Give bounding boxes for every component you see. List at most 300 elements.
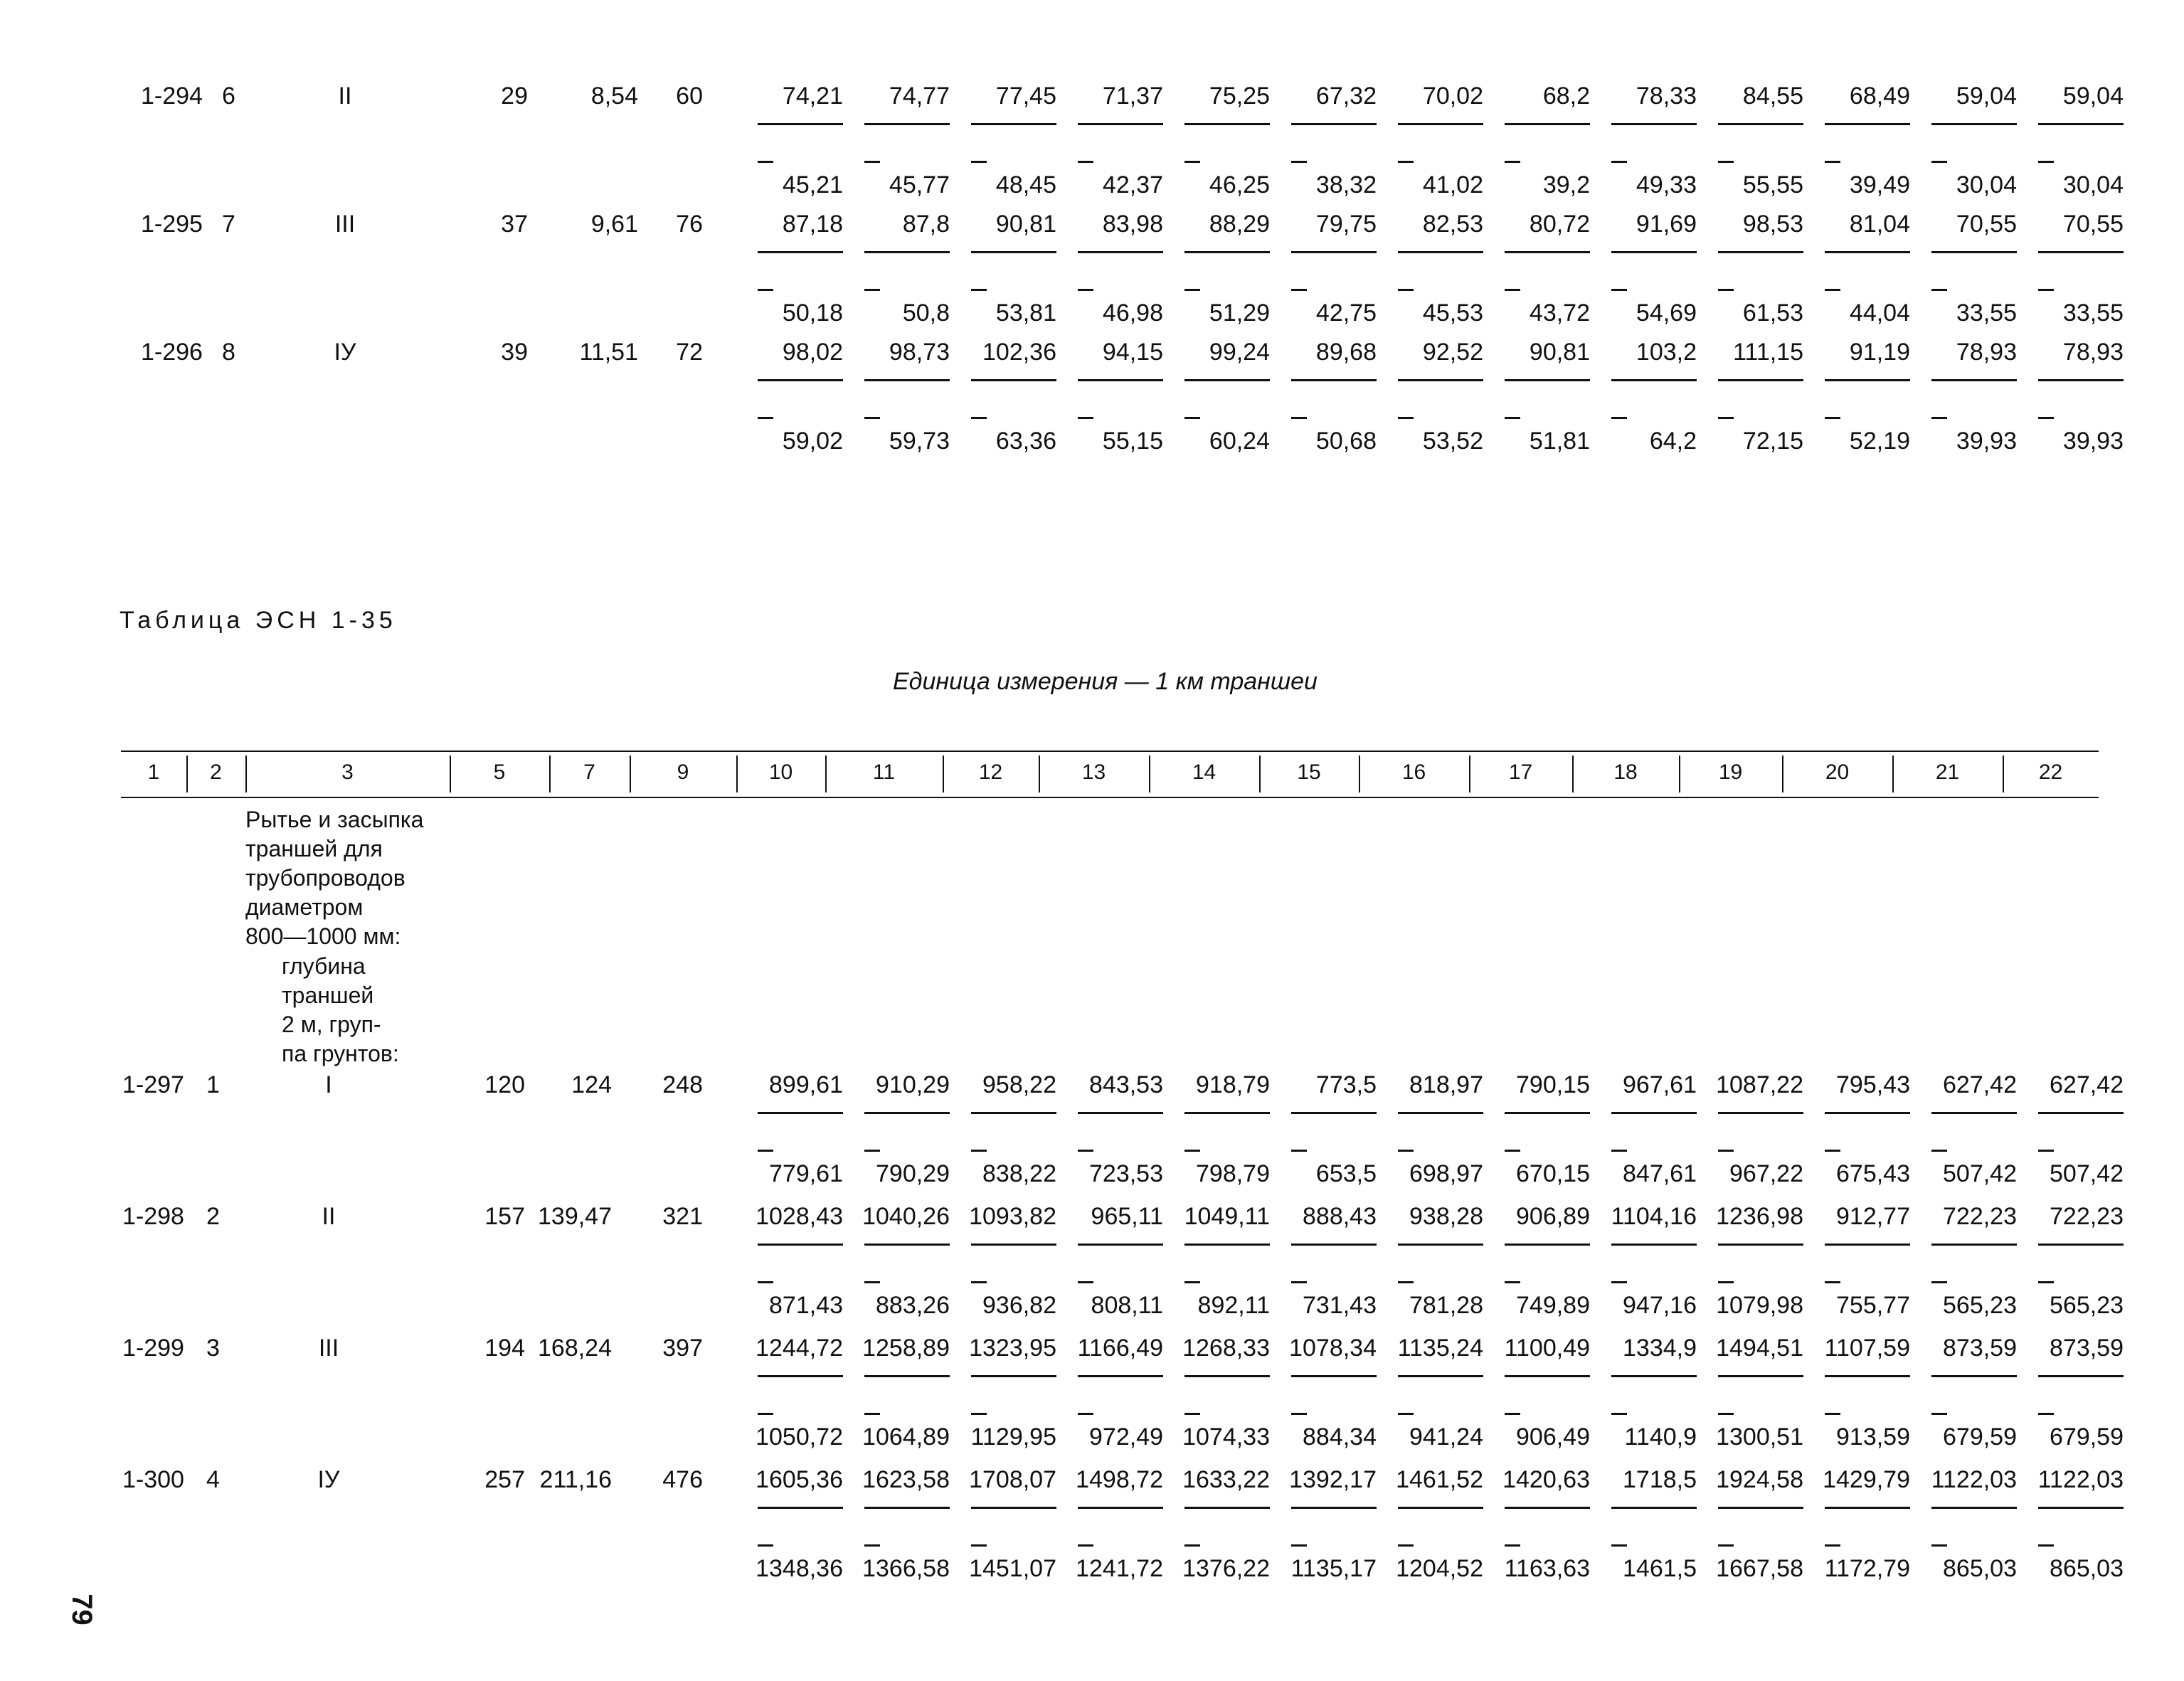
column-7-value: 168,24: [538, 1335, 612, 1362]
fraction-dash: [864, 1281, 880, 1283]
fraction-bar: [758, 1112, 843, 1114]
fraction-dash: [2038, 1150, 2054, 1152]
fraction-dash: [1825, 1281, 1840, 1283]
row-number: 2: [206, 1203, 220, 1230]
denominator-value: 798,79: [1196, 1160, 1270, 1187]
numerator-value: 1334,9: [1623, 1335, 1697, 1362]
fraction-dash: [971, 161, 987, 163]
numerator-value: 91,69: [1636, 211, 1697, 238]
numerator-value: 92,52: [1422, 339, 1483, 366]
numerator-value: 1708,07: [969, 1466, 1056, 1493]
fraction-bar: [971, 1507, 1056, 1509]
denominator-value: 1064,89: [862, 1423, 950, 1451]
fraction-dash: [758, 1281, 773, 1283]
fraction-dash: [1825, 1413, 1840, 1415]
fraction-bar: [1184, 251, 1270, 253]
denominator-value: 808,11: [1091, 1292, 1163, 1319]
fraction-dash: [1718, 1150, 1734, 1152]
row-number: 7: [222, 211, 235, 238]
column-7-value: 8,54: [590, 83, 638, 110]
column-9-value: 60: [676, 83, 703, 110]
row-number: 1: [206, 1071, 220, 1098]
fraction-dash: [1718, 161, 1734, 163]
header-cell: 22: [2038, 760, 2063, 784]
numerator-value: 1268,33: [1182, 1335, 1270, 1362]
fraction-bar: [1078, 1507, 1163, 1509]
denominator-value: 30,04: [2062, 171, 2124, 198]
fraction-dash: [1291, 417, 1307, 419]
fraction-bar: [758, 1507, 843, 1509]
denominator-value: 906,49: [1516, 1423, 1590, 1451]
numerator-value: 81,04: [1849, 211, 1910, 238]
denominator-value: 936,82: [982, 1292, 1056, 1319]
denominator-value: 1461,5: [1623, 1555, 1697, 1582]
denominator-value: 941,24: [1409, 1423, 1483, 1451]
header-cell: 21: [1935, 760, 1960, 784]
numerator-value: 99,24: [1209, 339, 1270, 366]
denominator-value: 679,59: [2050, 1423, 2124, 1451]
fraction-dash: [1825, 161, 1840, 163]
numerator-value: 1429,79: [1823, 1466, 1910, 1493]
fraction-bar: [1931, 123, 2017, 125]
row-number: 8: [222, 339, 235, 366]
fraction-dash: [1078, 417, 1093, 419]
denominator-value: 41,02: [1422, 171, 1483, 198]
denominator-value: 679,59: [1943, 1423, 2017, 1451]
denominator-value: 46,25: [1209, 171, 1270, 198]
header-cell: 9: [677, 760, 689, 784]
fraction-dash: [1398, 417, 1414, 419]
fraction-dash: [864, 417, 880, 419]
denominator-value: 42,37: [1102, 171, 1163, 198]
fraction-bar: [864, 123, 950, 125]
numerator-value: 88,29: [1209, 211, 1270, 238]
unit-label: Единица измерения — 1 км траншеи: [893, 668, 1318, 695]
denominator-value: 1366,58: [862, 1555, 950, 1582]
fraction-dash: [1398, 1150, 1414, 1152]
denominator-value: 1204,52: [1396, 1555, 1483, 1582]
denominator-value: 55,55: [1742, 171, 1803, 198]
fraction-dash: [1505, 161, 1520, 163]
numerator-value: 67,32: [1315, 83, 1377, 110]
fraction-dash: [2038, 1281, 2054, 1283]
numerator-value: 1100,49: [1504, 1335, 1590, 1362]
fraction-bar: [1931, 251, 2017, 253]
fraction-bar: [1931, 1112, 2017, 1114]
numerator-value: 938,28: [1409, 1203, 1483, 1230]
denominator-value: 865,03: [1943, 1555, 2017, 1582]
numerator-value: 68,49: [1849, 83, 1910, 110]
header-cell: 1: [147, 760, 160, 784]
fraction-bar: [1505, 1243, 1590, 1246]
denominator-value: 1079,98: [1716, 1292, 1803, 1319]
denominator-value: 45,21: [782, 171, 843, 198]
denominator-value: 61,53: [1742, 299, 1803, 327]
fraction-dash: [1505, 417, 1520, 419]
numerator-value: 1236,98: [1716, 1203, 1803, 1230]
fraction-bar: [1505, 251, 1590, 253]
fraction-bar: [1184, 1112, 1270, 1114]
numerator-value: 899,61: [769, 1071, 843, 1098]
fraction-dash: [1398, 161, 1414, 163]
fraction-bar: [1718, 123, 1803, 125]
numerator-value: 1633,22: [1182, 1466, 1270, 1493]
row-number: 6: [222, 83, 235, 110]
numerator-value: 68,2: [1542, 83, 1590, 110]
numerator-value: 818,97: [1409, 1071, 1483, 1098]
column-5-value: 194: [484, 1335, 525, 1362]
fraction-bar: [1078, 1112, 1163, 1114]
denominator-value: 39,2: [1542, 171, 1590, 198]
fraction-bar: [864, 1375, 950, 1377]
numerator-value: 1040,26: [862, 1203, 950, 1230]
fraction-bar: [1931, 1243, 2017, 1246]
fraction-bar: [1931, 1375, 2017, 1377]
fraction-bar: [1825, 1243, 1910, 1246]
header-cell: 2: [210, 760, 222, 784]
numerator-value: 1461,52: [1396, 1466, 1483, 1493]
numerator-value: 918,79: [1196, 1071, 1270, 1098]
numerator-value: 873,59: [1943, 1335, 2017, 1362]
fraction-dash: [1718, 417, 1734, 419]
denominator-value: 731,43: [1303, 1292, 1377, 1319]
numerator-value: 1392,17: [1289, 1466, 1377, 1493]
fraction-bar: [1398, 1507, 1483, 1509]
fraction-dash: [1184, 1150, 1200, 1152]
column-7-value: 11,51: [579, 339, 638, 366]
fraction-dash: [971, 289, 987, 291]
numerator-value: 98,53: [1742, 211, 1803, 238]
numerator-value: 1078,34: [1289, 1335, 1377, 1362]
fraction-dash: [1718, 289, 1734, 291]
column-9-value: 476: [662, 1466, 703, 1493]
fraction-bar: [2038, 379, 2124, 381]
denominator-value: 781,28: [1409, 1292, 1483, 1319]
numerator-value: 1093,82: [969, 1203, 1056, 1230]
fraction-dash: [1078, 289, 1093, 291]
fraction-bar: [1078, 123, 1163, 125]
fraction-dash: [2038, 417, 2054, 419]
fraction-bar: [1184, 1507, 1270, 1509]
fraction-bar: [1505, 123, 1590, 125]
denominator-value: 43,72: [1529, 299, 1590, 327]
soil-group: IУ: [317, 1466, 340, 1493]
denominator-value: 51,29: [1209, 299, 1270, 327]
fraction-dash: [1718, 1544, 1734, 1547]
fraction-dash: [1184, 289, 1200, 291]
fraction-dash: [1291, 1413, 1307, 1415]
column-9-value: 397: [662, 1335, 703, 1362]
fraction-bar: [864, 1507, 950, 1509]
soil-group: IУ: [334, 339, 356, 366]
fraction-dash: [971, 1413, 987, 1415]
soil-group: II: [338, 83, 352, 110]
numerator-value: 89,68: [1315, 339, 1377, 366]
fraction-dash: [1398, 1413, 1414, 1415]
fraction-dash: [758, 289, 773, 291]
numerator-value: 102,36: [982, 339, 1056, 366]
fraction-dash: [1611, 1413, 1627, 1415]
soil-group: III: [318, 1335, 339, 1362]
row-description: Рытье и засыпка траншей для трубопроводов диаметром 800—1000 мм:: [245, 807, 424, 949]
fraction-dash: [1291, 1281, 1307, 1283]
numerator-value: 843,53: [1089, 1071, 1163, 1098]
denominator-value: 1376,22: [1182, 1555, 1270, 1582]
fraction-dash: [2038, 1413, 2054, 1415]
fraction-dash: [1825, 1544, 1840, 1547]
denominator-value: 1300,51: [1716, 1423, 1803, 1451]
denominator-value: 33,55: [1956, 299, 2017, 327]
denominator-value: 55,15: [1102, 428, 1163, 455]
numerator-value: 79,75: [1315, 211, 1377, 238]
fraction-bar: [1505, 1507, 1590, 1509]
header-cell: 17: [1508, 760, 1533, 784]
fraction-dash: [1078, 1150, 1093, 1152]
numerator-value: 1258,89: [862, 1335, 950, 1362]
fraction-dash: [971, 1150, 987, 1152]
fraction-dash: [758, 417, 773, 419]
denominator-value: 1172,79: [1824, 1555, 1910, 1582]
row-code: 1-298: [122, 1203, 184, 1230]
fraction-dash: [1184, 1413, 1200, 1415]
denominator-value: 72,15: [1742, 428, 1803, 455]
numerator-value: 1924,58: [1716, 1466, 1803, 1493]
fraction-dash: [1398, 1281, 1414, 1283]
numerator-value: 75,25: [1209, 83, 1270, 110]
column-7-value: 211,16: [539, 1466, 612, 1493]
fraction-bar: [1611, 379, 1697, 381]
numerator-value: 1122,03: [1931, 1466, 2017, 1493]
fraction-bar: [971, 1112, 1056, 1114]
denominator-value: 39,93: [2062, 428, 2124, 455]
fraction-bar: [1611, 1507, 1697, 1509]
fraction-dash: [1184, 1281, 1200, 1283]
header-cell: 10: [768, 760, 793, 784]
denominator-value: 507,42: [1943, 1160, 2017, 1187]
fraction-dash: [1931, 1544, 1947, 1547]
fraction-bar: [1611, 1375, 1697, 1377]
fraction-bar: [971, 251, 1056, 253]
fraction-dash: [758, 1544, 773, 1547]
numerator-value: 1107,59: [1824, 1335, 1910, 1362]
denominator-value: 972,49: [1089, 1423, 1163, 1451]
header-cell: 11: [872, 760, 896, 784]
numerator-value: 873,59: [2050, 1335, 2124, 1362]
fraction-dash: [971, 417, 987, 419]
fraction-bar: [758, 379, 843, 381]
denominator-value: 1241,72: [1076, 1555, 1163, 1582]
fraction-dash: [1505, 1150, 1520, 1152]
fraction-bar: [758, 251, 843, 253]
numerator-value: 91,19: [1849, 339, 1910, 366]
page-number: 79: [65, 1593, 97, 1626]
denominator-value: 30,04: [1956, 171, 2017, 198]
header-cell: 13: [1081, 760, 1106, 784]
numerator-value: 83,98: [1102, 211, 1163, 238]
denominator-value: 670,15: [1516, 1160, 1590, 1187]
fraction-dash: [1825, 1150, 1840, 1152]
fraction-dash: [1611, 1281, 1627, 1283]
header-rule: [121, 797, 2099, 798]
denominator-value: 45,53: [1422, 299, 1483, 327]
fraction-dash: [758, 1150, 773, 1152]
fraction-dash: [1505, 1281, 1520, 1283]
column-5-value: 157: [484, 1203, 525, 1230]
denominator-value: 1074,33: [1182, 1423, 1270, 1451]
fraction-bar: [971, 123, 1056, 125]
numerator-value: 70,55: [1956, 211, 2017, 238]
fraction-dash: [1078, 1413, 1093, 1415]
denominator-value: 565,23: [1943, 1292, 2017, 1319]
fraction-bar: [1398, 1112, 1483, 1114]
column-9-value: 321: [662, 1203, 703, 1230]
fraction-bar: [1718, 379, 1803, 381]
denominator-value: 64,2: [1649, 428, 1697, 455]
fraction-dash: [1611, 1150, 1627, 1152]
numerator-value: 1049,11: [1184, 1203, 1270, 1230]
denominator-value: 53,81: [995, 299, 1056, 327]
numerator-value: 84,55: [1742, 83, 1803, 110]
fraction-bar: [1505, 379, 1590, 381]
fraction-bar: [1825, 251, 1910, 253]
header-cell: 19: [1718, 760, 1743, 784]
denominator-value: 675,43: [1836, 1160, 1910, 1187]
numerator-value: 967,61: [1623, 1071, 1697, 1098]
denominator-value: 1140,9: [1624, 1423, 1697, 1451]
fraction-dash: [971, 1281, 987, 1283]
numerator-value: 74,21: [782, 83, 843, 110]
row-sub-description: глубина траншей 2 м, груп- па грунтов:: [282, 953, 399, 1066]
header-rule: [121, 751, 2099, 752]
fraction-bar: [1291, 1507, 1377, 1509]
fraction-bar: [2038, 123, 2124, 125]
denominator-value: 884,34: [1303, 1423, 1377, 1451]
fraction-bar: [1825, 1375, 1910, 1377]
fraction-bar: [1291, 379, 1377, 381]
fraction-bar: [1078, 379, 1163, 381]
numerator-value: 78,33: [1636, 83, 1697, 110]
fraction-bar: [1291, 1375, 1377, 1377]
denominator-value: 38,32: [1315, 171, 1377, 198]
denominator-value: 653,5: [1315, 1160, 1377, 1187]
fraction-dash: [758, 1413, 773, 1415]
row-code: 1-300: [122, 1466, 184, 1493]
numerator-value: 1087,22: [1716, 1071, 1803, 1098]
fraction-dash: [1611, 289, 1627, 291]
denominator-value: 39,49: [1849, 171, 1910, 198]
fraction-bar: [1184, 1375, 1270, 1377]
fraction-bar: [1931, 1507, 2017, 1509]
numerator-value: 790,15: [1516, 1071, 1590, 1098]
fraction-dash: [1291, 289, 1307, 291]
denominator-value: 60,24: [1209, 428, 1270, 455]
numerator-value: 70,55: [2062, 211, 2124, 238]
numerator-value: 98,02: [782, 339, 843, 366]
numerator-value: 78,93: [1956, 339, 2017, 366]
numerator-value: 773,5: [1315, 1071, 1377, 1098]
fraction-dash: [1184, 161, 1200, 163]
fraction-bar: [2038, 1243, 2124, 1246]
denominator-value: 46,98: [1102, 299, 1163, 327]
fraction-bar: [864, 379, 950, 381]
fraction-bar: [971, 1243, 1056, 1246]
fraction-bar: [864, 1243, 950, 1246]
fraction-bar: [1184, 1243, 1270, 1246]
denominator-value: 1135,17: [1290, 1555, 1377, 1582]
denominator-value: 967,22: [1729, 1160, 1803, 1187]
fraction-dash: [1078, 1544, 1093, 1547]
numerator-value: 888,43: [1303, 1203, 1377, 1230]
fraction-dash: [1611, 1544, 1627, 1547]
denominator-value: 755,77: [1836, 1292, 1910, 1319]
fraction-bar: [1505, 1112, 1590, 1114]
fraction-dash: [2038, 289, 2054, 291]
fraction-bar: [1931, 379, 2017, 381]
numerator-value: 722,23: [2050, 1203, 2124, 1230]
fraction-dash: [1505, 1413, 1520, 1415]
denominator-value: 51,81: [1529, 428, 1590, 455]
denominator-value: 1348,36: [756, 1555, 843, 1582]
denominator-value: 947,16: [1623, 1292, 1697, 1319]
fraction-bar: [1718, 1243, 1803, 1246]
denominator-value: 1163,63: [1504, 1555, 1590, 1582]
fraction-dash: [1505, 289, 1520, 291]
fraction-bar: [1825, 1507, 1910, 1509]
fraction-dash: [1718, 1413, 1734, 1415]
numerator-value: 1135,24: [1397, 1335, 1483, 1362]
fraction-bar: [758, 1243, 843, 1246]
header-cell: 7: [583, 760, 595, 784]
denominator-value: 1451,07: [969, 1555, 1056, 1582]
numerator-value: 906,89: [1516, 1203, 1590, 1230]
denominator-value: 1667,58: [1716, 1555, 1803, 1582]
fraction-dash: [1718, 1281, 1734, 1283]
denominator-value: 892,11: [1197, 1292, 1270, 1319]
fraction-bar: [758, 1375, 843, 1377]
fraction-dash: [1291, 161, 1307, 163]
denominator-value: 1129,95: [970, 1423, 1056, 1451]
fraction-dash: [758, 161, 773, 163]
denominator-value: 33,55: [2062, 299, 2124, 327]
table-caption: Таблица ЭСН 1-35: [120, 607, 397, 634]
numerator-value: 795,43: [1836, 1071, 1910, 1098]
denominator-value: 1050,72: [756, 1423, 843, 1451]
column-9-value: 248: [662, 1071, 703, 1098]
fraction-bar: [1398, 251, 1483, 253]
fraction-dash: [864, 289, 880, 291]
numerator-value: 59,04: [2062, 83, 2124, 110]
fraction-dash: [1931, 1413, 1947, 1415]
fraction-bar: [971, 379, 1056, 381]
numerator-value: 1244,72: [756, 1335, 843, 1362]
numerator-value: 78,93: [2062, 339, 2124, 366]
fraction-dash: [1825, 289, 1840, 291]
denominator-value: 45,77: [889, 171, 950, 198]
denominator-value: 39,93: [1956, 428, 2017, 455]
row-code: 1-295: [141, 211, 203, 238]
denominator-value: 723,53: [1089, 1160, 1163, 1187]
numerator-value: 103,2: [1636, 339, 1697, 366]
fraction-dash: [1825, 417, 1840, 419]
fraction-bar: [1611, 1243, 1697, 1246]
fraction-dash: [864, 1544, 880, 1547]
fraction-dash: [1078, 161, 1093, 163]
fraction-bar: [1291, 251, 1377, 253]
fraction-bar: [2038, 1507, 2124, 1509]
denominator-value: 52,19: [1849, 428, 1910, 455]
denominator-value: 507,42: [2050, 1160, 2124, 1187]
fraction-dash: [1291, 1544, 1307, 1547]
